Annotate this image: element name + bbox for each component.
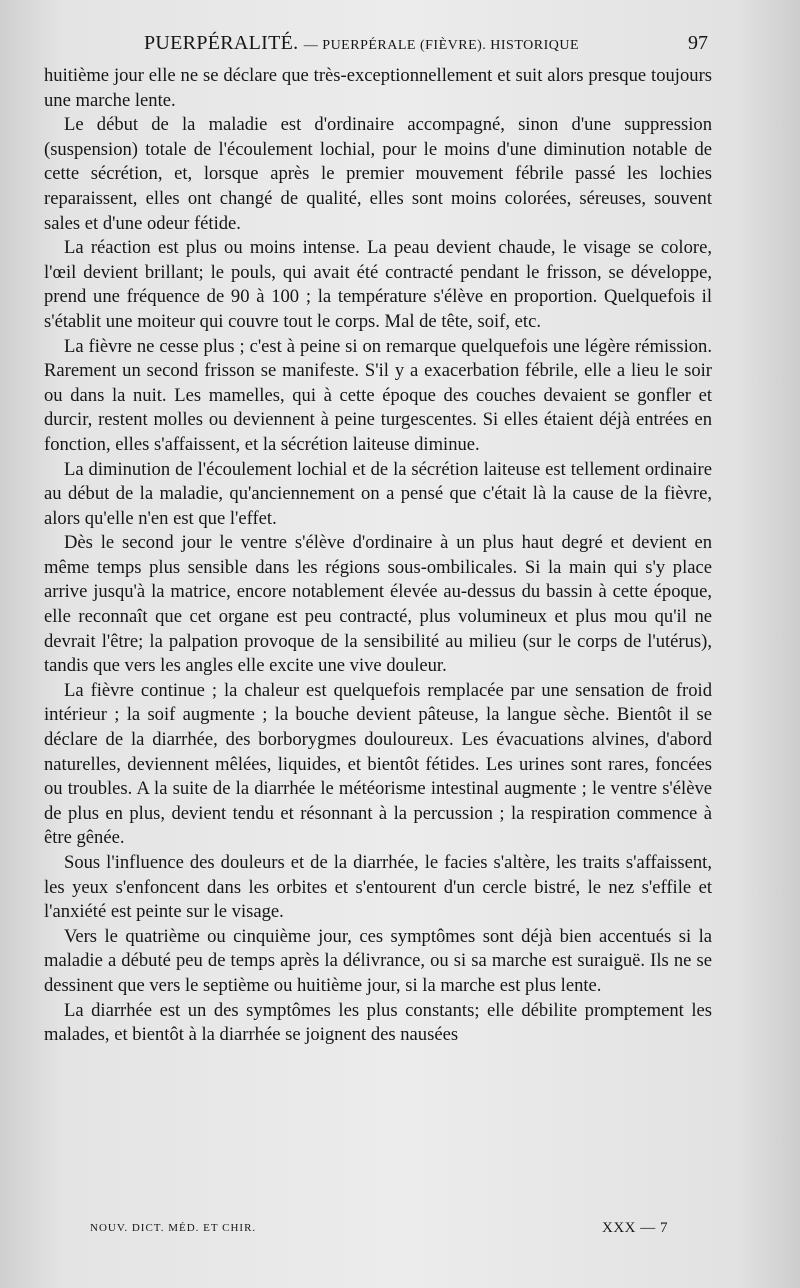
running-title-sub: — PUERPÉRALE (FIÈVRE). HISTORIQUE [303, 38, 580, 53]
paragraph-10: La diarrhée est un des symptômes les plus constants; elle débilite promptement les malades, et bientôt à la diarrhée se joignent des nausées [44, 999, 712, 1046]
paragraph-4: La fièvre ne cesse plus ; c'est à peine si on remarque quelquefois une légère rémission. Rarement un second frisson se manifeste. S'il y a exacerbation fébrile, elle a lieu le soir ou dans la nuit. Les mamelles, qui à cette époque des couches devaient se gonfler et durcir, restent molles ou deviennent à peine turgescentes. Si elles étaient déjà entrées en fonction, elles s'affaissent, et la sécrétion laiteuse diminue. [44, 335, 712, 455]
body-text [44, 64, 712, 1048]
footer-sheet-number: XXX — 7 [602, 1220, 668, 1236]
running-title [144, 32, 579, 55]
page-footer [44, 1222, 712, 1242]
paragraph-6: Dès le second jour le ventre s'élève d'ordinaire à un plus haut degré et devient en même temps plus sensible dans les régions sous-ombilicales. Si la main qui s'y place arrive jusqu'à la matrice, encore notablement élevée au-dessus du bassin à cette époque, elle reconnaît que cet organe est peu contracté, plus volumineux et plus mou qu'il ne devrait l'être; la palpation provoque de la sensibilité au milieu (sur le corps de l'utérus), tandis que vers les angles elle excite une vive douleur. [44, 532, 712, 677]
paragraph-5: La diminution de l'écoulement lochial et de la sécrétion laiteuse est tellement ordinaire au début de la maladie, qu'anciennement on a pensé que c'était là la cause de la fièvre, alors qu'elle n'en est que l'effet. [44, 458, 712, 529]
paragraph-8: Sous l'influence des douleurs et de la diarrhée, le facies s'altère, les traits s'affaissent, les yeux s'enfoncent dans les orbites et s'entourent d'un cercle bistré, le nez s'effile et l'anxiété est peinte sur le visage. [44, 852, 712, 923]
paragraph-2: Le début de la maladie est d'ordinaire accompagné, sinon d'une suppression (suspension) totale de l'écoulement lochial, pour le moins d'une diminution notable de cette sécrétion, et, lorsque après le premier mouvement fébrile passé les lochies reparaissent, elles ont changé de qualité, elles sont moins colorées, séreuses, souvent sales et d'une odeur fétide. [44, 114, 712, 234]
footer-signature: NOUV. DICT. MÉD. ET CHIR. [90, 1222, 257, 1234]
running-header [44, 32, 712, 58]
paragraph-1: huitième jour elle ne se déclare que très-exceptionnellement et suit alors presque toujours une marche lente. [44, 65, 712, 111]
page-number: 97 [688, 32, 708, 54]
running-title-main: PUERPÉRALITÉ. [144, 32, 299, 54]
paragraph-3: La réaction est plus ou moins intense. La peau devient chaude, le visage se colore, l'œil devient brillant; le pouls, qui avait été contracté pendant le frisson, se développe, prend une fréquence de 90 à 100 ; la température s'élève en proportion. Quelquefois il s'établit une moiteur qui couvre tout le corps. Mal de tête, soif, etc. [44, 237, 712, 332]
paragraph-7: La fièvre continue ; la chaleur est quelquefois remplacée par une sensation de froid intérieur ; la soif augmente ; la bouche devient pâteuse, la langue sèche. Bientôt il se déclare de la diarrhée, des borborygmes douloureux. Les évacuations alvines, d'abord naturelles, deviennent mêlées, liquides, et bientôt fétides. Les urines sont rares, foncées ou troubles. A la suite de la diarrhée le météorisme intestinal augmente ; le ventre s'élève de plus en plus, devient tendu et résonnant à la percussion ; la respiration commence à être gênée. [44, 679, 712, 849]
paragraph-9: Vers le quatrième ou cinquième jour, ces symptômes sont déjà bien accentués si la maladie a débuté peu de temps après la délivrance, ou si sa marche est suraiguë. Ils ne se dessinent que vers le septième ou huitième jour, si la marche est plus lente. [44, 925, 712, 996]
